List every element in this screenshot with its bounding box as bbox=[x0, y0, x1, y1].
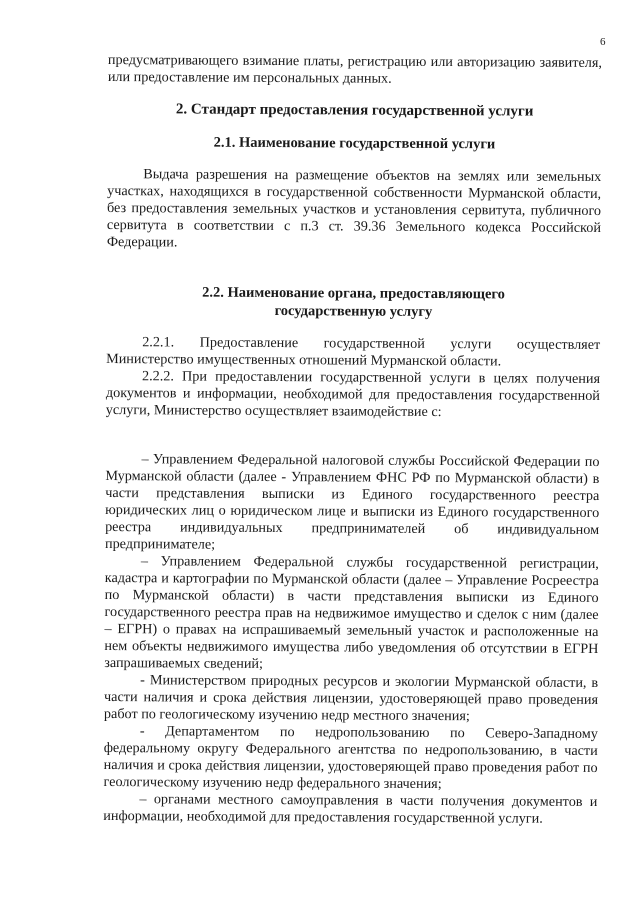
list-item: - Министерством природных ресурсов и экологии Мурманской области, в части наличия и срока действия лицензии, удостоверяющей право проведения работ по геологическому изучению недр местного значения; bbox=[103, 672, 599, 725]
list-item: – Управлением Федеральной налоговой службы Российской Федерации по Мурманской области (далее - Управлением ФНС РФ по Мурманской области) в части представления выписки из Единого государственного реестра юридических лиц о юридическом лице и выписки из Единого государственного реестра индивидуальных предпринимателей об индивидуальном предпринимателе; bbox=[104, 451, 600, 553]
page-number: 6 bbox=[600, 36, 606, 48]
section-2-2-title: 2.2. Наименование органа, предоставляющего государственную услугу bbox=[202, 284, 505, 320]
section-2-1-title: 2.1. Наименование государственной услуги bbox=[213, 134, 496, 153]
paragraph-2-2-2: 2.2.2. При предоставлении государственной услуги в целях получения документов и информации, необходимой для предоставления государственной услуги, Министерство осуществляет взаимодействие с: bbox=[105, 368, 601, 421]
list-item: – органами местного самоуправления в части получения документов и информации, необходимой для предоставления государственной услуги. bbox=[103, 791, 598, 827]
paragraph-2-2-1: 2.2.1. Предоставление государственной услуги осуществляет Министерство имущественных отношений Мурманской области. bbox=[106, 334, 601, 370]
intro-paragraph: предусматривающего взимание платы, регистрацию или авторизацию заявителя, или предоставление им персональных данных. bbox=[107, 52, 602, 87]
section-2-title: 2. Стандарт предоставления государственной услуги bbox=[175, 101, 534, 120]
list-item: – Управлением Федеральной службы государственной регистрации, кадастра и картографии по Мурманской области (далее – Управление Росреестра по Мурманской области) в части представления выписки из Единого государственного реестра прав на недвижимое имущество и сделок с ним (далее – ЕГРН) о правах на испрашиваемый земельный участок и расположенные на нем объекты недвижимого имущества либо уведомления об отсутствии в ЕГРН запрашиваемых сведений; bbox=[104, 553, 599, 672]
page-content bbox=[103, 52, 602, 828]
list-item: - Департаментом по недропользованию по Северо-Западному федеральному округу Федерального агентства по недропользованию, в части наличия и срока действия лицензии, удостоверяющей право проведения работ по геологическому изучению недр федерального значения; bbox=[103, 723, 598, 793]
section-2-1-text: Выдача разрешения на размещение объектов на землях или земельных участках, находящихся в государственной собственности Мурманской области, без предоставления земельных участков и установления сервитута, публичного сервитута в соответствии с п.3 ст. 39.36 Земельного кодекса Российской Федерации. bbox=[106, 166, 602, 251]
